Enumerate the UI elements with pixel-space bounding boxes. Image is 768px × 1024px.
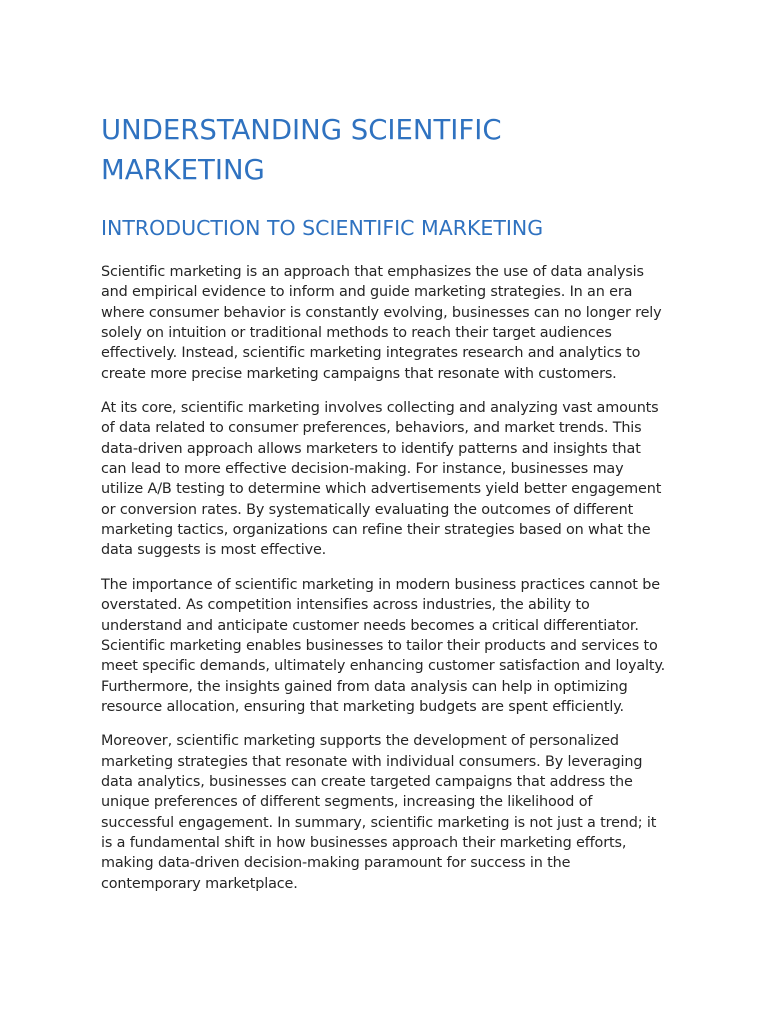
body-paragraph-4: Moreover, scientific marketing supports the development of personalized marketing strategies that resonate with individual consumers. By leveraging data analytics, businesses can create targeted campaigns that address the unique preferences of different segments, increasing the likelihood of successful engagement. In summary, scientific marketing is not just a trend; it is a fundamental shift in how businesses approach their marketing efforts, making data-driven decision-making paramount for success in the contemporary marketplace. (101, 733, 657, 892)
body-paragraph-2: At its core, scientific marketing involves collecting and analyzing vast amounts of data related to consumer preferences, behaviors, and market trends. This data-driven approach allows marketers to identify patterns and insights that can lead to more effective decision-making. For instance, businesses may utilize A/B testing to determine which advertisements yield better engagement or conversion rates. By systematically evaluating the outcomes of different marketing tactics, organizations can refine their strategies based on what the data suggests is most effective. (101, 400, 662, 559)
section-heading: INTRODUCTION TO SCIENTIFIC MARKETING (101, 216, 544, 240)
document-title: UNDERSTANDING SCIENTIFIC MARKETING (101, 114, 502, 186)
body-paragraph-3: The importance of scientific marketing in modern business practices cannot be overstated. As competition intensifies across industries, the ability to understand and anticipate customer needs becomes a critical differentiator. Scientific marketing enables businesses to tailor their products and services to meet specific demands, ultimately enhancing customer satisfaction and loyalty. Furthermore, the insights gained from data analysis can help in optimizing resource allocation, ensuring that marketing budgets are spent efficiently. (101, 576, 666, 715)
body-paragraph-1: Scientific marketing is an approach that emphasizes the use of data analysis and empirical evidence to inform and guide marketing strategies. In an era where consumer behavior is constantly evolving, businesses can no longer rely solely on intuition or traditional methods to reach their target audiences effectively. Instead, scientific marketing integrates research and analytics to create more precise marketing campaigns that resonate with customers. (101, 264, 662, 382)
